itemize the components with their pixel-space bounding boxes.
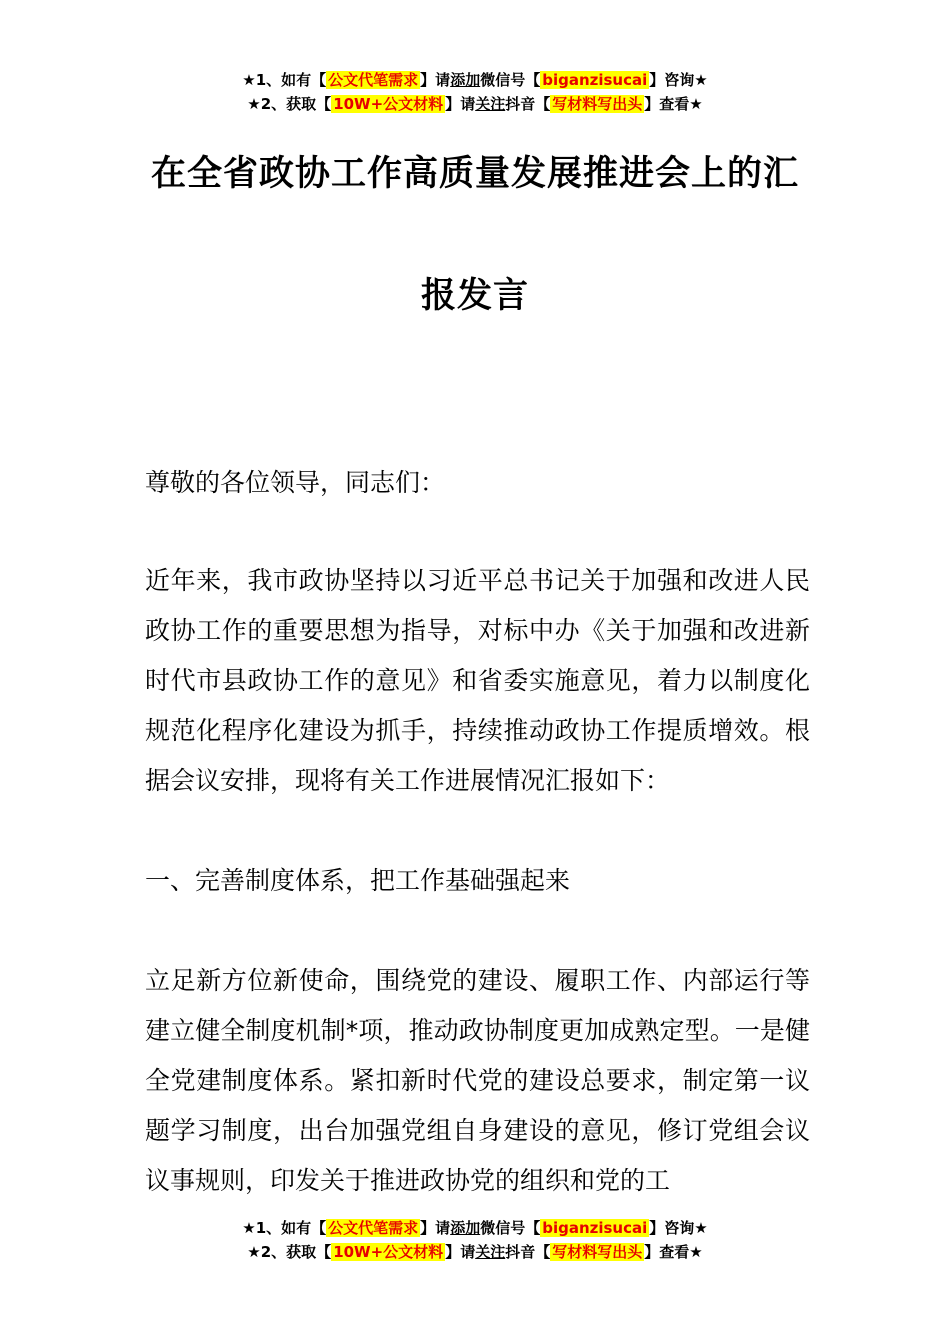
promo-emphasis: 添加 <box>450 71 481 89</box>
promo-text: ★1、如有【 <box>242 1219 327 1237</box>
promo-text: ★2、获取【 <box>247 1243 332 1261</box>
promo-line-1 <box>0 68 950 92</box>
promo-text: 】查看★ <box>644 1243 703 1261</box>
promo-text: 】咨询★ <box>649 1219 708 1237</box>
promo-emphasis: 关注 <box>475 95 506 113</box>
promo-text: 抖音【 <box>505 1243 551 1261</box>
promo-text: 微信号【 <box>480 71 541 89</box>
promo-line-2 <box>0 1240 950 1264</box>
promo-text: 】请 <box>445 95 476 113</box>
promo-highlight: 10W+公文材料 <box>333 95 444 113</box>
promo-banner-bottom <box>0 1216 950 1264</box>
promo-highlight: 写材料写出头 <box>552 95 643 113</box>
section-1-paragraph: 立足新方位新使命，围绕党的建设、履职工作、内部运行等建立健全制度机制*项，推动政协制度更加成熟定型。一是健全党建制度体系。紧扣新时代党的建设总要求，制定第一议题学习制度，出台加强党组自身建设的意见，修订党组会议议事规则，印发关于推进政协党的组织和党的工 <box>145 966 810 1195</box>
promo-line-1 <box>0 1216 950 1240</box>
promo-text: 】请 <box>445 1243 476 1261</box>
promo-highlight: 公文代笔需求 <box>328 1219 419 1237</box>
promo-text: ★2、获取【 <box>247 95 332 113</box>
promo-text: 微信号【 <box>480 1219 541 1237</box>
section-heading-1: 一、完善制度体系，把工作基础强起来 <box>145 866 571 895</box>
promo-emphasis: 关注 <box>475 1243 506 1261</box>
promo-text: 】查看★ <box>644 95 703 113</box>
document-title-line-2: 报发言 <box>420 276 529 316</box>
greeting: 尊敬的各位领导，同志们： <box>145 468 446 497</box>
promo-highlight: biganzisucai <box>542 1219 648 1237</box>
promo-text: 】请 <box>420 1219 451 1237</box>
promo-highlight: 写材料写出头 <box>552 1243 643 1261</box>
promo-text: 】请 <box>420 71 451 89</box>
promo-highlight: 10W+公文材料 <box>333 1243 444 1261</box>
promo-text: ★1、如有【 <box>242 71 327 89</box>
promo-line-2 <box>0 92 950 116</box>
promo-text: 】咨询★ <box>649 71 708 89</box>
document-title-line-1: 在全省政协工作高质量发展推进会上的汇 <box>150 154 799 194</box>
promo-highlight: biganzisucai <box>542 71 648 89</box>
promo-text: 抖音【 <box>505 95 551 113</box>
promo-banner-top <box>0 68 950 116</box>
promo-highlight: 公文代笔需求 <box>328 71 419 89</box>
promo-emphasis: 添加 <box>450 1219 481 1237</box>
intro-paragraph: 近年来，我市政协坚持以习近平总书记关于加强和改进人民政协工作的重要思想为指导，对标中办《关于加强和改进新时代市县政协工作的意见》和省委实施意见，着力以制度化规范化程序化建设为抓手，持续推动政协工作提质增效。根据会议安排，现将有关工作进展情况汇报如下： <box>145 566 810 795</box>
